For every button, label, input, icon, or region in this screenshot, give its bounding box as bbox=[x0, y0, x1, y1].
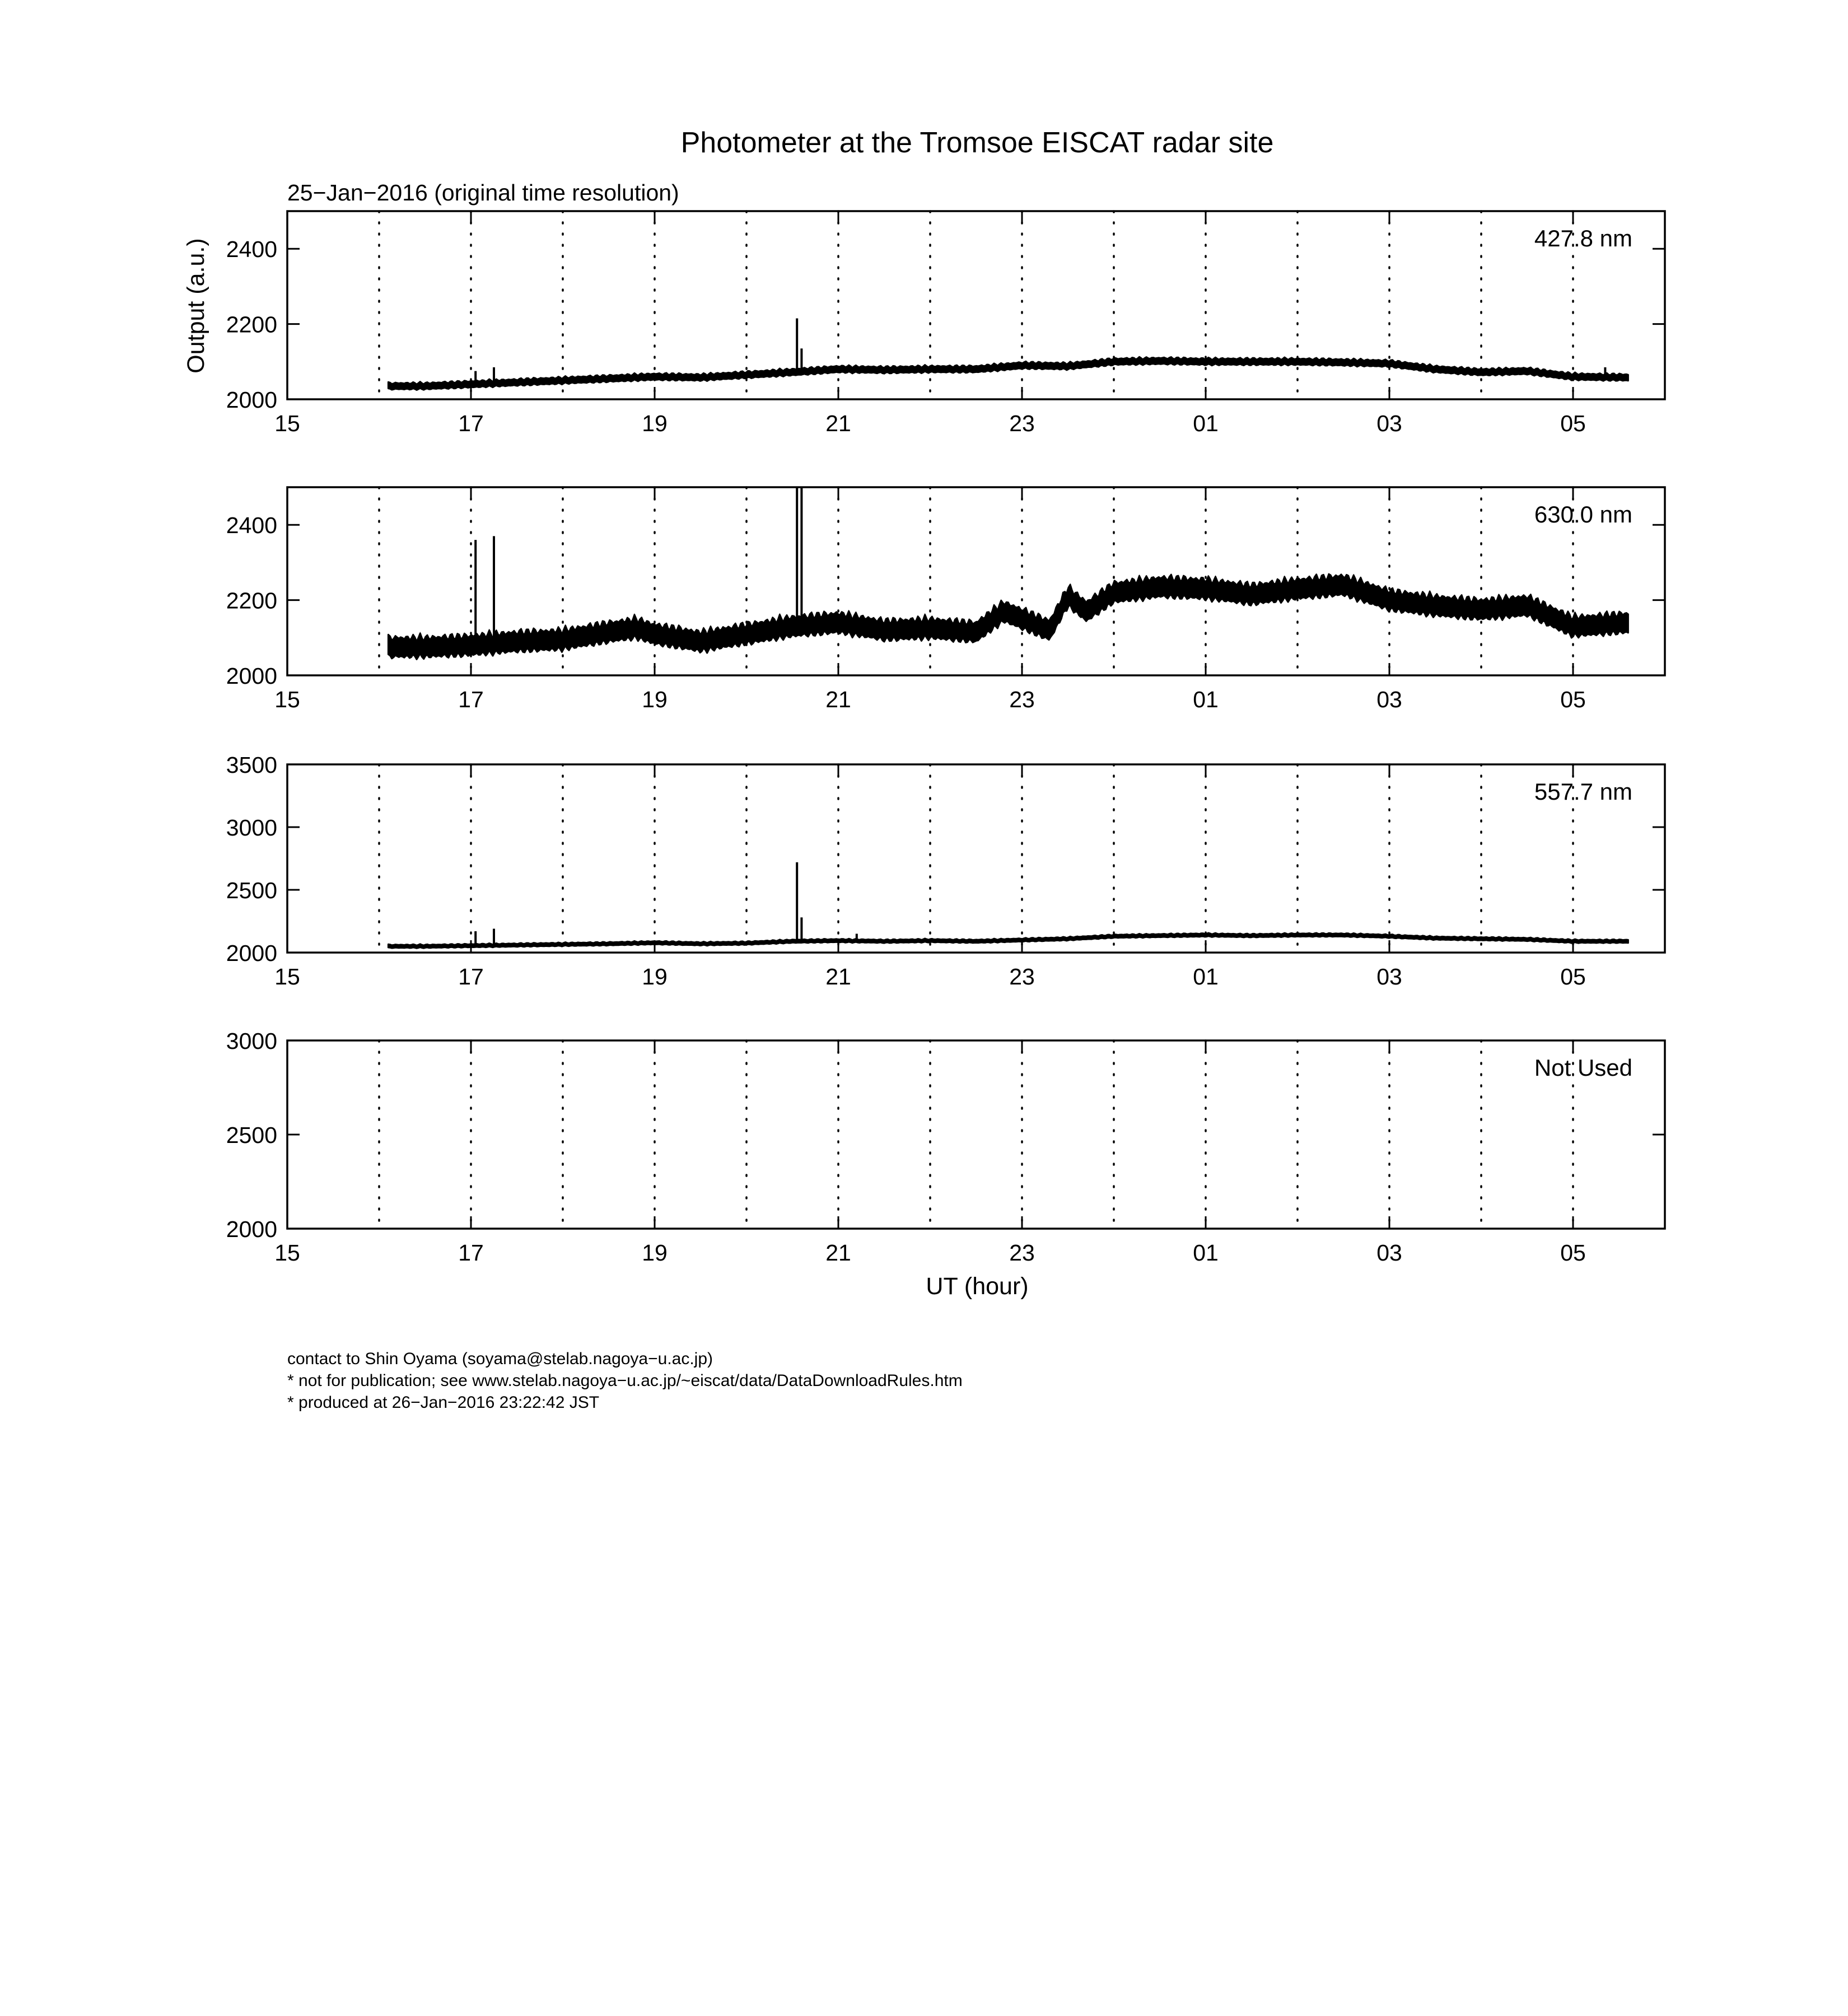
x-tick-label: 03 bbox=[1376, 687, 1402, 712]
y-tick-label: 2000 bbox=[226, 663, 277, 689]
chart-subtitle: 25−Jan−2016 (original time resolution) bbox=[287, 180, 679, 206]
footer-line-1: contact to Shin Oyama (soyama@stelab.nagoya−u.ac.jp) bbox=[287, 1350, 713, 1368]
x-tick-label: 01 bbox=[1193, 410, 1219, 436]
x-tick-label: 03 bbox=[1376, 964, 1402, 990]
y-axis-title: Output (a.u.) bbox=[183, 238, 209, 374]
x-tick-label: 15 bbox=[274, 687, 300, 712]
x-tick-label: 19 bbox=[642, 1240, 668, 1266]
panel-3 bbox=[226, 752, 1665, 990]
series-band bbox=[388, 357, 1628, 390]
axes-frame bbox=[287, 1040, 1665, 1229]
x-tick-label: 05 bbox=[1560, 410, 1586, 436]
panel-1 bbox=[226, 211, 1665, 436]
chart-title: Photometer at the Tromsoe EISCAT radar site bbox=[680, 127, 1274, 159]
axes-frame bbox=[287, 764, 1665, 953]
panels bbox=[226, 211, 1665, 1266]
x-tick-label: 15 bbox=[274, 410, 300, 436]
y-tick-label: 2000 bbox=[226, 387, 277, 413]
series-band bbox=[388, 933, 1628, 948]
x-tick-label: 19 bbox=[642, 964, 668, 990]
x-tick-label: 23 bbox=[1009, 964, 1035, 990]
panel-label: 630.0 nm bbox=[1534, 501, 1632, 528]
footer-line-2: * not for publication; see www.stelab.nagoya−u.ac.jp/~eiscat/data/DataDownloadRules.htm bbox=[287, 1371, 963, 1390]
x-tick-label: 01 bbox=[1193, 964, 1219, 990]
panel-label: Not Used bbox=[1534, 1054, 1632, 1081]
x-tick-label: 01 bbox=[1193, 687, 1219, 712]
x-tick-label: 03 bbox=[1376, 1240, 1402, 1266]
y-tick-label: 2400 bbox=[226, 236, 277, 263]
x-tick-label: 15 bbox=[274, 1240, 300, 1266]
x-tick-label: 15 bbox=[274, 964, 300, 990]
x-tick-label: 17 bbox=[458, 410, 484, 436]
x-tick-label: 19 bbox=[642, 687, 668, 712]
y-tick-label: 2400 bbox=[226, 512, 277, 539]
footer-line-3: * produced at 26−Jan−2016 23:22:42 JST bbox=[287, 1393, 600, 1412]
x-tick-label: 05 bbox=[1560, 964, 1586, 990]
y-tick-label: 3500 bbox=[226, 752, 277, 778]
x-tick-label: 19 bbox=[642, 410, 668, 436]
x-tick-label: 21 bbox=[825, 1240, 851, 1266]
y-tick-label: 3000 bbox=[226, 1028, 277, 1054]
panel-label: 427.8 nm bbox=[1534, 225, 1632, 251]
y-tick-label: 2000 bbox=[226, 1216, 277, 1242]
y-tick-label: 2200 bbox=[226, 311, 277, 338]
x-axis-title: UT (hour) bbox=[926, 1273, 1029, 1300]
y-tick-label: 2500 bbox=[226, 1122, 277, 1148]
x-tick-label: 05 bbox=[1560, 1240, 1586, 1266]
x-tick-label: 21 bbox=[825, 410, 851, 436]
panel-label: 557.7 nm bbox=[1534, 778, 1632, 805]
y-tick-label: 2000 bbox=[226, 940, 277, 966]
y-tick-label: 3000 bbox=[226, 815, 277, 841]
x-tick-label: 17 bbox=[458, 687, 484, 712]
panel-4 bbox=[226, 1028, 1665, 1266]
x-tick-label: 21 bbox=[825, 964, 851, 990]
x-tick-label: 17 bbox=[458, 964, 484, 990]
y-tick-label: 2500 bbox=[226, 878, 277, 903]
x-tick-label: 21 bbox=[825, 687, 851, 712]
x-tick-label: 23 bbox=[1009, 410, 1035, 436]
y-tick-label: 2200 bbox=[226, 587, 277, 614]
x-tick-label: 23 bbox=[1009, 687, 1035, 712]
x-tick-label: 17 bbox=[458, 1240, 484, 1266]
x-tick-label: 01 bbox=[1193, 1240, 1219, 1266]
x-tick-label: 03 bbox=[1376, 410, 1402, 436]
x-tick-label: 05 bbox=[1560, 687, 1586, 712]
panel-2 bbox=[226, 487, 1665, 712]
series-band bbox=[388, 574, 1628, 659]
x-tick-label: 23 bbox=[1009, 1240, 1035, 1266]
